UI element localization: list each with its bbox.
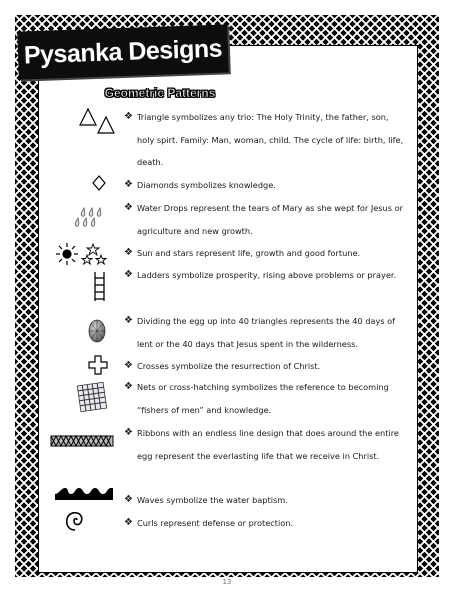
curl-icon (64, 510, 86, 534)
list-item: Sun and stars represent life, growth and good fortune. (137, 248, 361, 258)
net-icon (75, 380, 109, 414)
bullet-marker: ❖ (124, 179, 133, 190)
list-item: Ribbons with an endless line design that does around the entire egg represent the everlasting life that we receive in Christ. (137, 428, 399, 461)
page-title: Pysanka Designs (23, 34, 223, 70)
list-item: Crosses symbolize the resurrection of Christ. (137, 361, 321, 371)
water-drops-icon (70, 206, 116, 230)
list-item: Dividing the egg up into 40 triangles represents the 40 days of lent or the 40 days that Jesus spent in the wilderness. (137, 316, 396, 349)
list-item: Diamonds symbolizes knowledge. (137, 180, 276, 190)
list-item: Water Drops represent the tears of Mary as she wept for Jesus or agriculture and new growth. (137, 203, 403, 236)
list-item: Waves symbolize the water baptism. (137, 495, 288, 505)
section-subtitle: Geometric Patterns (104, 86, 216, 100)
bullet-marker: ❖ (124, 202, 133, 213)
bullet-marker: ❖ (124, 427, 133, 438)
list-item: Ladders symbolize prosperity, rising above problems or prayer. (137, 270, 397, 280)
list-item: Triangle symbolizes any trio: The Holy Trinity, the father, son, holy spirt. Family: Man, woman, child. The cycle of life: birth, life, death. (137, 112, 404, 167)
bullet-marker: ❖ (124, 381, 133, 392)
bullet-marker: ❖ (124, 360, 133, 371)
bullet-marker: ❖ (124, 494, 133, 505)
triangles-icon (76, 106, 122, 134)
waves-icon (55, 486, 113, 500)
bullet-marker: ❖ (124, 269, 133, 280)
bullet-marker: ❖ (124, 111, 133, 122)
list-item: Curls represent defense or protection. (137, 518, 294, 528)
ribbon-icon (50, 434, 114, 448)
egg-icon (86, 318, 108, 344)
diamond-icon (91, 174, 107, 192)
list-item: Nets or cross-hatching symbolizes the reference to becoming “fishers of men” and knowledge. (137, 382, 389, 415)
sun-stars-icon (55, 241, 113, 267)
ladder-icon (92, 271, 108, 303)
cross-icon (88, 355, 108, 375)
bullet-marker: ❖ (124, 247, 133, 258)
bullet-marker: ❖ (124, 517, 133, 528)
page-number: 13 (222, 578, 232, 586)
bullet-marker: ❖ (124, 315, 133, 326)
